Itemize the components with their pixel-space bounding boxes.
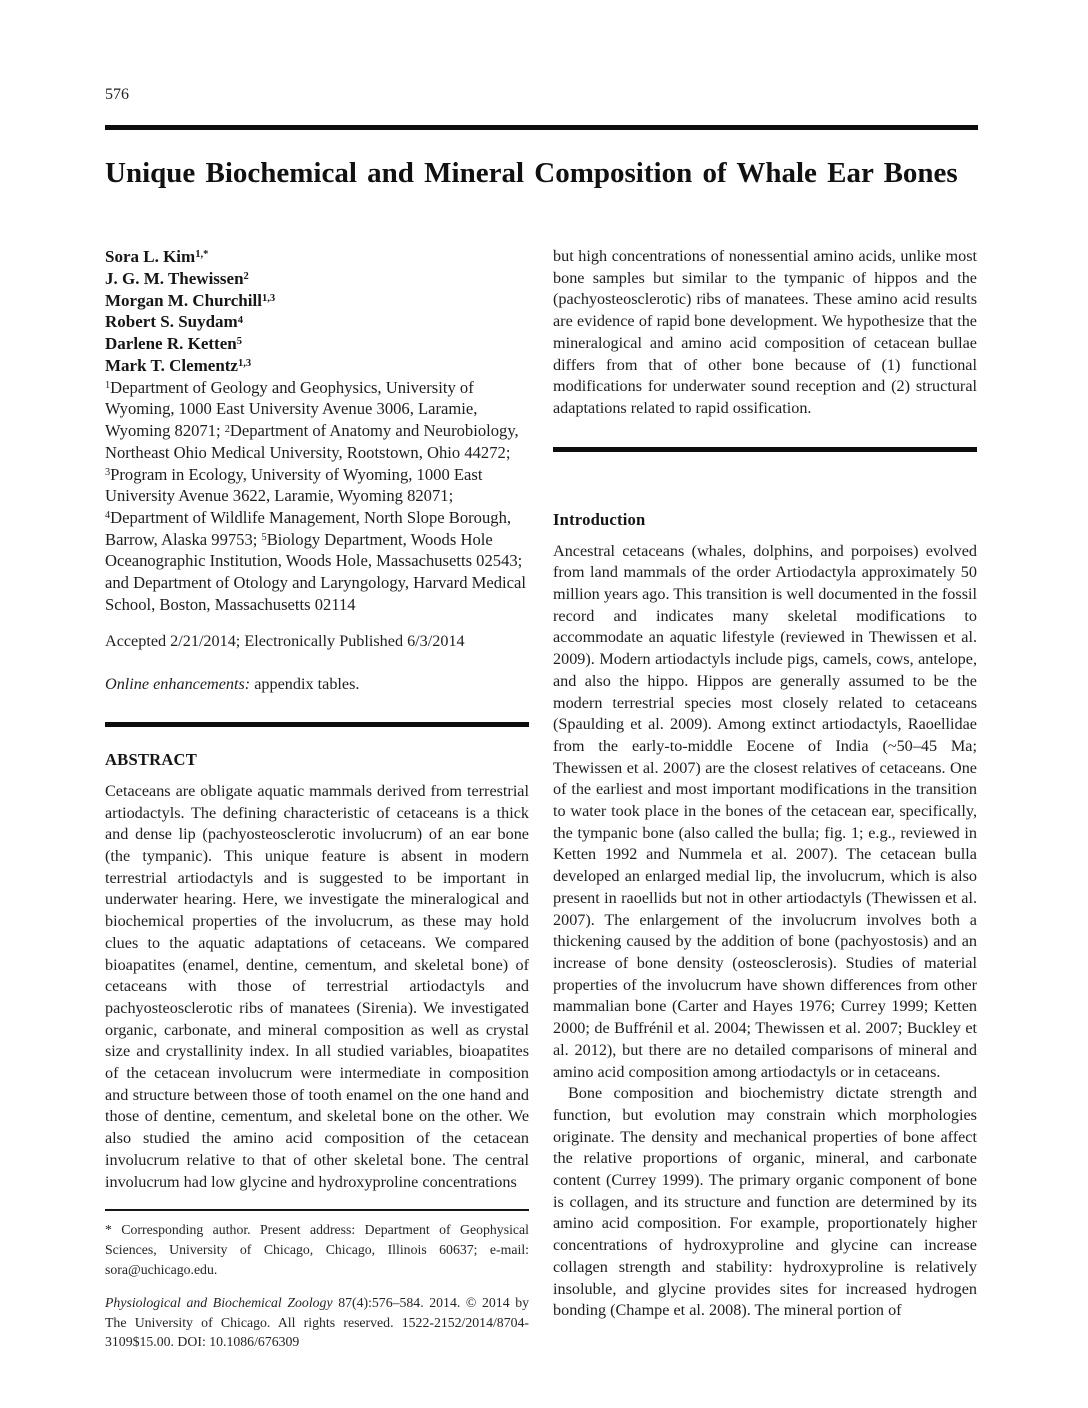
journal-citation <box>105 1293 529 1352</box>
accepted-line: Accepted 2/21/2014; Electronically Published 6/3/2014 <box>105 631 465 650</box>
author-row <box>105 246 529 268</box>
abstract-rule <box>105 722 529 727</box>
author-row <box>105 290 529 312</box>
online-enhancements-rest: appendix tables. <box>250 675 360 694</box>
author-superscript: 4 <box>237 314 243 326</box>
abstract-heading: ABSTRACT <box>105 749 197 769</box>
author-row <box>105 311 529 333</box>
introduction-rule <box>553 447 977 452</box>
header-rule <box>105 125 978 130</box>
intro-paragraph-2: Bone composition and biochemistry dictate strength and function, but evolution may constrain which morphologies originate. The density and mechanical properties of bone affect the relative proportions of organic, mineral, and carbonate content (Currey 1999). The primary organic component of bone is collagen, and its structure and function are determined by its amino acid composition. For example, proportionately higher concentrations of hydroxyproline and glycine can increase collagen strength and stability: hydroxyproline is relatively insoluble, and glycine provides sites for increased hydrogen bonding (Champe et al. 2008). The mineral portion of <box>553 1084 977 1320</box>
author-superscript: 1,3 <box>261 292 276 304</box>
author-row <box>105 355 529 377</box>
two-column-layout <box>105 246 978 1352</box>
author-name: J. G. M. Thewissen <box>105 268 244 288</box>
left-column <box>105 246 529 1352</box>
author-superscript: 5 <box>236 336 242 348</box>
journal-name: Physiological and Biochemical Zoology <box>105 1295 333 1311</box>
author-superscript: 2 <box>243 271 249 283</box>
affiliations: $^1$Department of Geology and Geophysics, University of Wyoming, 1000 East University Avenue 3006, Laramie, Wyoming 82071; $^2$Department of Anatomy and Neurobiology, Northeast Ohio Medical University, Rootstown, Ohio 44272; $^3$Program in Ecology, University of Wyoming, 1000 East University Avenue 3622, Laramie, Wyoming 82071; $^4$Department of Wildlife Management, North Slope Borough, Barrow, Alaska 99753; $^5$Biology Department, Woods Hole Oceanographic Institution, Woods Hole, Massachusetts 02543; and Department of Otology and Laryngology, Harvard Medical School, Boston, Massachusetts 02114 <box>105 377 527 614</box>
author-superscript: 1,* <box>195 249 209 261</box>
corresponding-author-note: * Corresponding author. Present address: Department of Geophysical Sciences, University of Chicago, Chicago, Illinois 60637; e-mail: sora@uchicago.edu. <box>105 1222 529 1277</box>
affiliation-superscript: 2 <box>224 423 230 435</box>
author-name: Mark T. Clementz <box>105 355 238 375</box>
author-name: Robert S. Suydam <box>105 312 238 332</box>
online-enhancements-line <box>105 674 529 696</box>
affiliation-superscript: 3 <box>105 466 111 478</box>
introduction-heading: Introduction <box>553 509 646 529</box>
author-row <box>105 268 529 290</box>
citation-details: 87(4):576–584. 2014. © 2014 by The University of Chicago. All rights reserved. 1522-2152/2014/8704-3109$15.00. DOI: 10.1086/676309 <box>105 1295 529 1350</box>
author-name: Sora L. Kim <box>105 247 196 266</box>
affiliation-superscript: 5 <box>261 532 267 544</box>
author-superscript: 1,3 <box>237 358 252 370</box>
right-column <box>553 246 977 1352</box>
author-list <box>105 246 529 377</box>
footnote-divider <box>105 1209 529 1211</box>
page-number: 576 <box>105 86 129 103</box>
article-title: Unique Biochemical and Mineral Composition of Whale Ear Bones <box>105 157 958 189</box>
author-name: Morgan M. Churchill <box>105 290 262 310</box>
author-name: Darlene R. Ketten <box>105 334 237 354</box>
affiliation-superscript: 1 <box>105 380 111 392</box>
abstract-text-left: Cetaceans are obligate aquatic mammals derived from terrestrial artiodactyls. The defining characteristic of cetaceans is a thick and dense lip (pachyosteosclerotic involucrum) of an ear bone (the tympanic). This unique feature is absent in modern terrestrial artiodactyls and is suggested to be important in underwater hearing. Here, we investigate the mineralogical and biochemical properties of the involucrum, as these may hold clues to the aquatic adaptations of cetaceans. We compared bioapatites (enamel, dentine, cementum, and skeletal bone) of cetaceans with those of terrestrial artiodactyls and pachyosteosclerotic ribs of manatees (Sirenia). We investigated organic, carbonate, and mineral composition as well as crystal size and crystallinity index. In all studied variables, bioapatites of the cetacean involucrum were intermediate in composition and structure between those of tooth enamel on the one hand and those of dentine, cementum, and skeletal bone on the other. We also studied the amino acid composition of the cetacean involucrum relative to that of other skeletal bone. The central involucrum had low glycine and hydroxyproline concentrations <box>105 781 529 1191</box>
online-enhancements-label: Online enhancements: <box>105 675 251 694</box>
footnote-block <box>105 1209 529 1352</box>
intro-paragraph-1: Ancestral cetaceans (whales, dolphins, and porpoises) evolved from land mammals of the order Artiodactyla approximately 50 million years ago. This transition is well documented in the fossil record and indicates many skeletal modifications to accommodate an aquatic lifestyle (reviewed in Thewissen et al. 2009). Modern artiodactyls include pigs, camels, cows, antelope, and also the hippo. Hippos are generally assumed to be the modern terrestrial species most closely related to cetaceans (Spaulding et al. 2009). Among extinct artiodactyls, Raoellidae from the early-to-middle Eocene of India (~50–45 Ma; Thewissen et al. 2007) are the closest relatives of cetaceans. One of the earliest and most important modifications in the transition to water took place in the bones of the cetacean ear, specifically, the tympanic bone (also called the bulla; fig. 1; e.g., reviewed in Ketten 1992 and Nummela et al. 2007). The cetacean bulla developed an enlarged medial lip, the involucrum, which is also present in raoellids but not in other artiodactyls (Thewissen et al. 2007). The enlargement of the involucrum involves both a thickening caused by the addition of bone (pachyostosis) and an increase of bone density (osteosclerosis). Studies of material properties of the involucrum have shown differences from other mammalian bone (Carter and Hayes 1976; Currey 1999; Ketten 2000; de Buffrénil et al. 2004; Thewissen et al. 2007; Buckley et al. 2012), but there are no detailed comparisons of mineral and amino acid composition among artiodactyls or in cetaceans. <box>553 541 977 1081</box>
author-row <box>105 333 529 355</box>
abstract-text-right: but high concentrations of nonessential amino acids, unlike most bone samples but similar to the tympanic of hippos and the (pachyosteosclerotic) ribs of manatees. These amino acid results are evidence of rapid bone development. We hypothesize that the mineralogical and amino acid composition of cetacean bullae differs from that of other bone because of (1) functional modifications for underwater sound reception and (2) structural adaptations related to rapid ossification. <box>553 247 977 417</box>
affiliation-superscript: 4 <box>105 510 111 522</box>
